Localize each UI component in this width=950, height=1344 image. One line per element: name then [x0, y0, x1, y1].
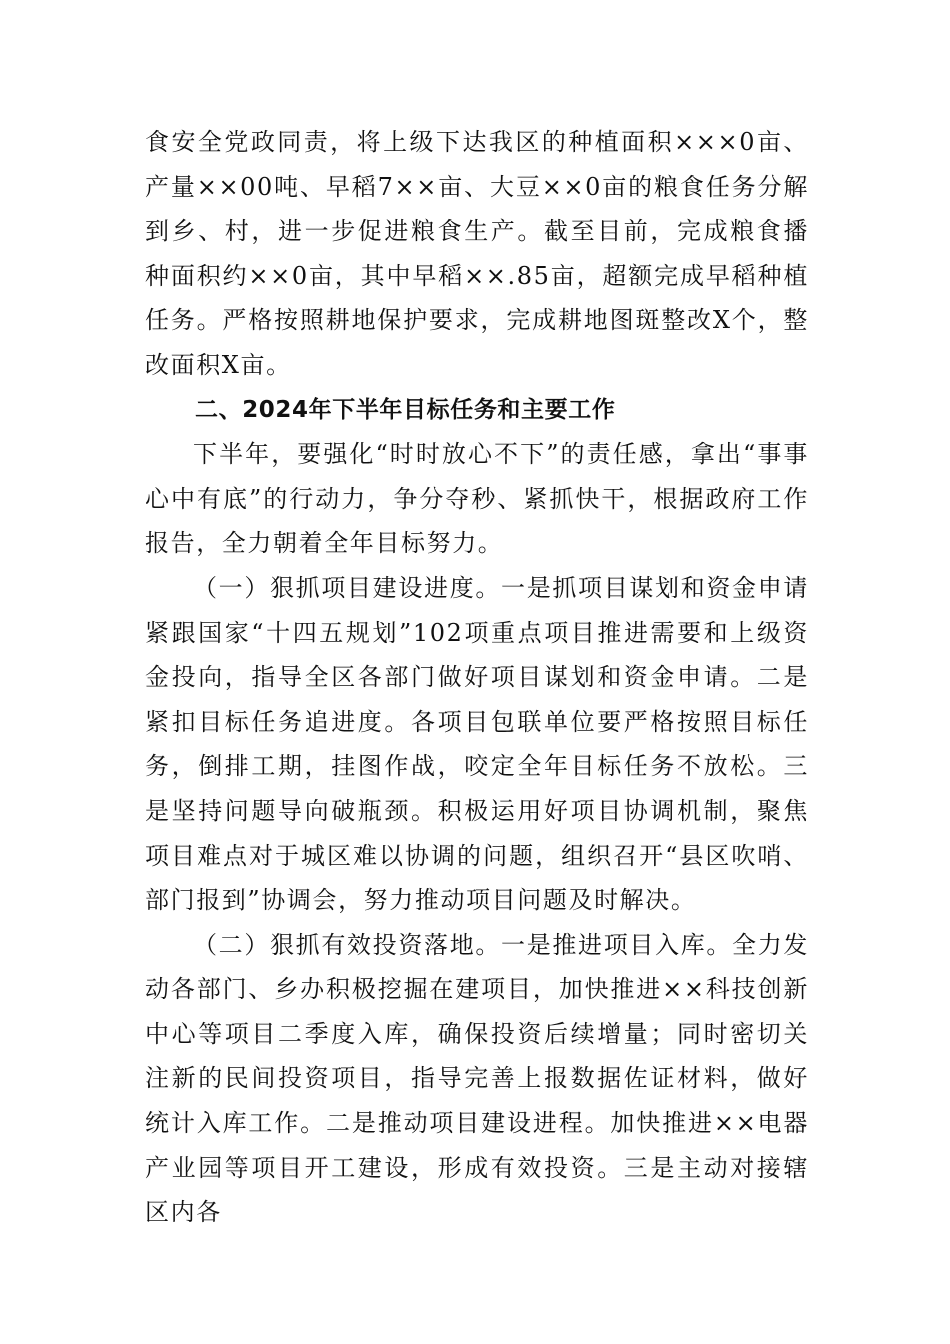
- document-body: [145, 120, 809, 1235]
- section-heading-2024-h2-tasks: 二、2024年下半年目标任务和主要工作: [195, 396, 616, 423]
- paragraph-project-construction: （一）狠抓项目建设进度。一是抓项目谋划和资金申请紧跟国家“十四五规划”102项重点项目推进需要和上级资金投向，指导全区各部门做好项目谋划和资金申请。二是紧扣目标任务追进度。各项目包联单位要严格按照目标任务，倒排工期，挂图作战，咬定全年目标任务不放松。三是坚持问题导向破瓶颈。积极运用好项目协调机制，聚焦项目难点对于城区难以协调的问题，组织召开“县区吹哨、部门报到”协调会，努力推动项目问题及时解决。: [145, 573, 809, 915]
- paragraph-second-half-overview: 下半年，要强化“时时放心不下”的责任感，拿出“事事心中有底”的行动力，争分夺秒、紧抓快干，根据政府工作报告，全力朝着全年目标努力。: [145, 440, 809, 558]
- paragraph-grain-production: 食安全党政同责，将上级下达我区的种植面积×××0亩、产量××00吨、早稻7××亩、大豆××0亩的粮食任务分解到乡、村，进一步促进粮食生产。截至目前，完成粮食播种面积约××0亩，其中早稻××.85亩，超额完成早稻种植任务。严格按照耕地保护要求，完成耕地图斑整改X个，整改面积X亩。: [145, 128, 809, 379]
- paragraph-effective-investment: （二）狠抓有效投资落地。一是推进项目入库。全力发动各部门、乡办积极挖掘在建项目，加快推进××科技创新中心等项目二季度入库，确保投资后续增量；同时密切关注新的民间投资项目，指导完善上报数据佐证材料，做好统计入库工作。二是推动项目建设进程。加快推进××电器产业园等项目开工建设，形成有效投资。三是主动对接辖区内各: [145, 930, 809, 1227]
